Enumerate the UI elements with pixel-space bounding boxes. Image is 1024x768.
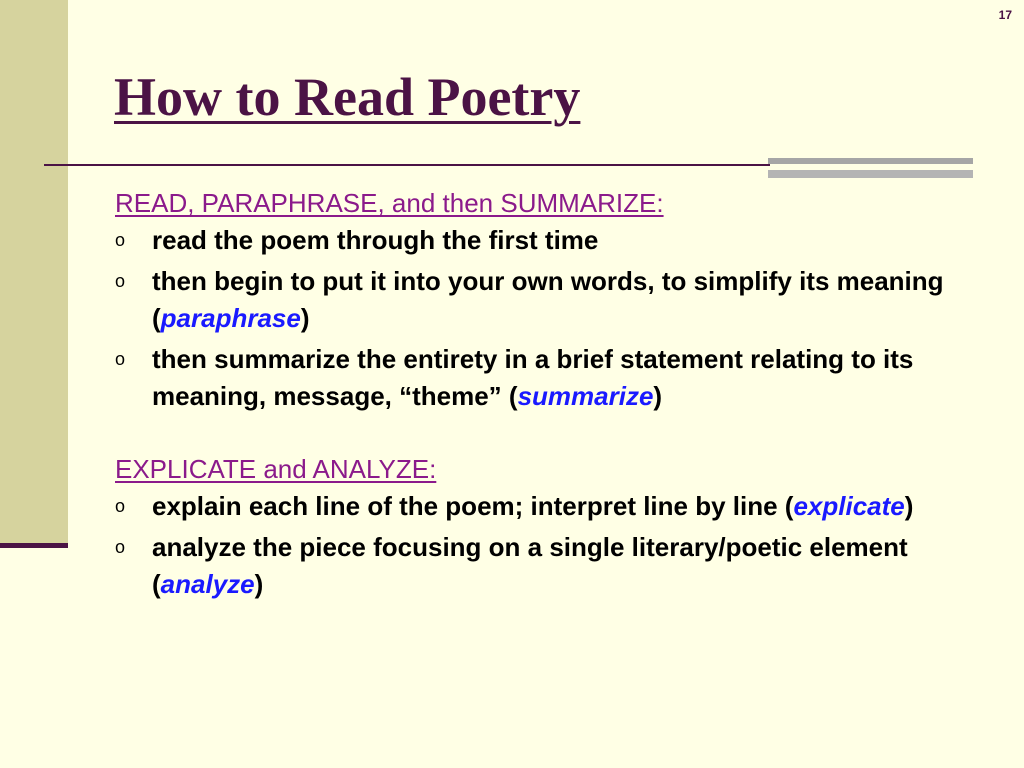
term-explicate: explicate xyxy=(793,491,905,521)
bullet-text-end: ) xyxy=(254,569,264,599)
section-heading-read: READ, PARAPHRASE, and then SUMMARIZE: xyxy=(115,188,664,218)
left-accent-bar xyxy=(0,543,68,548)
bullet-circle-icon: o xyxy=(115,537,126,557)
slide-title: How to Read Poetry xyxy=(114,67,581,127)
term-summarize: summarize xyxy=(517,381,654,411)
bullet-text: explain each line of the poem; interpret line by line ( xyxy=(152,491,794,521)
bullet-text: then summarize the entirety in a brief statement relating to its meaning, message, “theme” ( xyxy=(152,344,914,411)
bullet-text-end: ) xyxy=(904,491,914,521)
section-heading-explicate: EXPLICATE and ANALYZE: xyxy=(115,454,437,484)
left-decorative-band xyxy=(0,0,68,544)
page-number: 17 xyxy=(998,8,1012,22)
title-divider xyxy=(44,164,770,166)
term-paraphrase: paraphrase xyxy=(160,303,301,333)
bullet-text: analyze the piece focusing on a single literary/poetic element ( xyxy=(152,532,908,599)
bullet-item xyxy=(115,488,1015,525)
bullet-text: read the poem through the first time xyxy=(152,225,599,255)
slide-body xyxy=(115,186,1015,607)
bullet-item xyxy=(115,222,1015,259)
bullet-item xyxy=(115,263,1015,337)
bullet-text-end: ) xyxy=(653,381,663,411)
bullet-circle-icon: o xyxy=(115,230,126,250)
title-divider-accent-bottom xyxy=(768,170,973,178)
section-spacer xyxy=(115,419,1015,452)
bullet-circle-icon: o xyxy=(115,271,126,291)
bullet-circle-icon: o xyxy=(115,496,126,516)
title-divider-accent-top xyxy=(768,158,973,164)
bullet-circle-icon: o xyxy=(115,349,126,369)
bullet-text-end: ) xyxy=(300,303,310,333)
bullet-item xyxy=(115,341,1015,415)
term-analyze: analyze xyxy=(160,569,255,599)
bullet-list-read xyxy=(115,222,1015,415)
bullet-item xyxy=(115,529,1015,603)
bullet-text: then begin to put it into your own words, to simplify its meaning ( xyxy=(152,266,944,333)
bullet-list-explicate xyxy=(115,488,1015,603)
